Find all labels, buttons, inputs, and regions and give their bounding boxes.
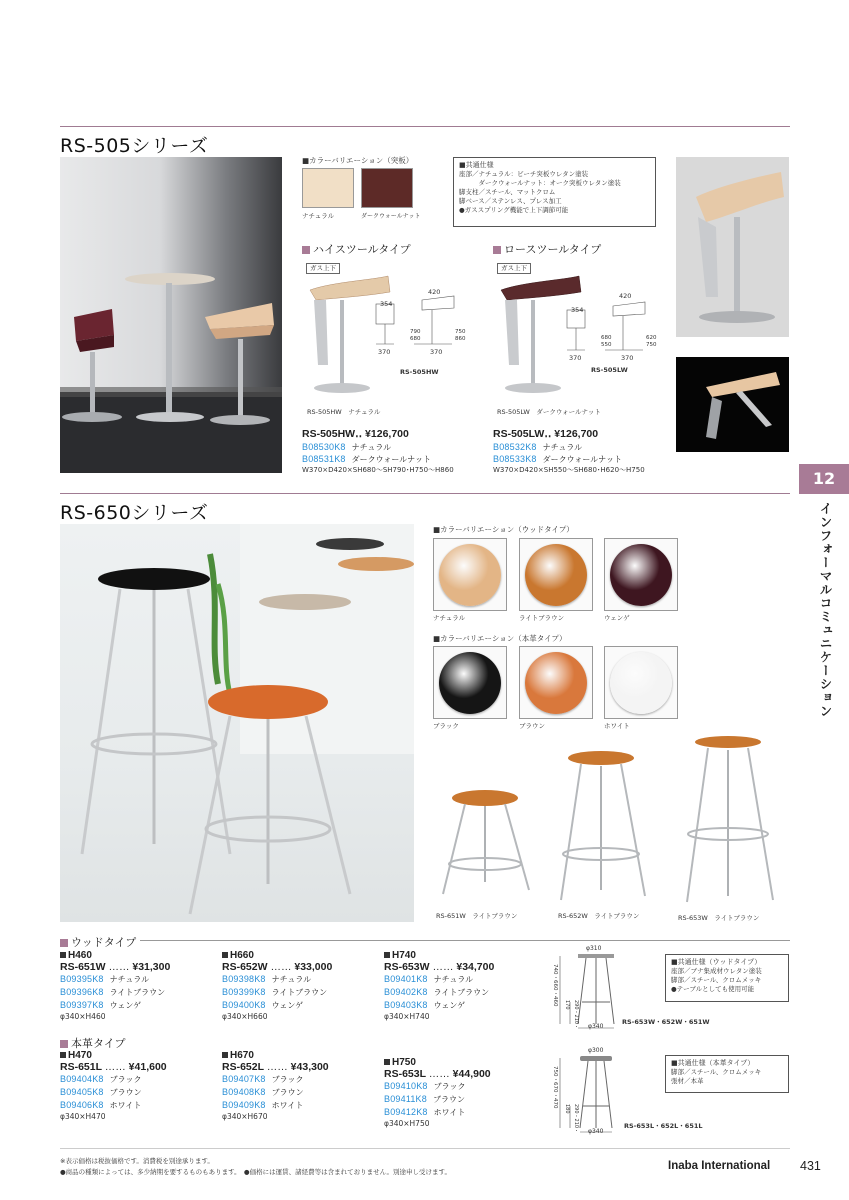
dim-top: φ310 xyxy=(586,945,602,952)
rs650-main-photo xyxy=(60,524,414,922)
swatch-leather-white xyxy=(604,646,678,719)
code-line: B09405K8 ブラウン xyxy=(60,1087,142,1097)
rs505-high-type-title: ハイスツールタイプ xyxy=(302,241,411,257)
dim-h-1: 680 xyxy=(601,335,612,341)
rs505-main-photo xyxy=(60,157,282,473)
wood-group-h460: H460 RS-651W …… ¥31,300 B09395K8 ナチュラル B09396K8 ライトブラウン B09397K8 ウェンゲ φ340×H460 xyxy=(60,950,220,1021)
price-rule xyxy=(60,940,790,941)
spec-line: ダークウォールナット：オーク突板ウレタン塗装 xyxy=(459,179,621,187)
code-line: B09401K8 ナチュラル xyxy=(384,974,474,984)
chapter-label: インフォーマルコミュニケーション xyxy=(818,502,833,718)
chapter-number-tab: 12 xyxy=(799,464,849,494)
dim-heights: 740・660・460 xyxy=(552,964,558,1007)
dim-h-2: 680 xyxy=(410,336,421,342)
footer-rule xyxy=(60,1148,790,1149)
rs505-low-caption: RS-505LW ダークウォールナット xyxy=(497,408,601,416)
rs505-low-type-title: ロースツールタイプ xyxy=(493,241,601,257)
rs505-series-title: RS-505シリーズ xyxy=(60,135,209,157)
rs651w-caption: RS-651W ライトブラウン xyxy=(436,912,518,920)
wood-group-h660: H660 RS-652W …… ¥33,000 B09398K8 ナチュラル B09399K8 ライトブラウン B09400K8 ウェンゲ φ340×H660 xyxy=(222,950,382,1021)
size-line: φ340×H670 xyxy=(222,1112,268,1121)
swatch-wood-natural-label: ナチュラル xyxy=(433,614,466,622)
swatch-leather-white-label: ホワイト xyxy=(604,722,630,730)
footer-note-delivery: ●商品の種類によっては、多少納期を要するものもあります。 ●価格には運賃、諸経費等は含まれておりません。別途申し受けます。 xyxy=(60,1168,451,1176)
rs650-product-stools xyxy=(433,732,789,908)
marker-icon xyxy=(60,952,66,958)
seat-disc xyxy=(610,652,672,714)
code-line: B09397K8 ウェンゲ xyxy=(60,1000,142,1010)
rs505-low-model-line: RS-505LW‥ ¥126,700 xyxy=(493,428,599,440)
wood-drawing-label: RS-653W・652W・651W xyxy=(622,1018,710,1026)
dim-h-4: 860 xyxy=(455,336,466,342)
seat-disc xyxy=(525,544,587,606)
rs505-high-drawing xyxy=(302,270,472,400)
wood-group-h740: H740 RS-653W …… ¥34,700 B09401K8 ナチュラル B09402K8 ライトブラウン B09403K8 ウェンゲ φ340×H740 xyxy=(384,950,544,1021)
dim-h-1: 790 xyxy=(410,329,421,335)
rs505-low-code-2: B08533K8 ダークウォールナット xyxy=(493,454,622,464)
rs505-high-model-line: RS-505HW‥ ¥126,700 xyxy=(302,428,409,440)
code-line: B09408K8 ブラウン xyxy=(222,1087,304,1097)
code-line: B09410K8 ブラック xyxy=(384,1081,466,1091)
section-rule-top xyxy=(60,126,790,127)
size-line: φ340×H470 xyxy=(60,1112,106,1121)
wood-common-spec: ■共通仕様（ウッドタイプ） 座部／ブナ集成材ウレタン塗装 脚部／スチール、クロムメッキ ●テーブルとしても使用可能 xyxy=(665,954,789,1002)
swatch-natural xyxy=(302,168,354,208)
seat-disc xyxy=(610,544,672,606)
model-line: RS-653L …… ¥44,900 xyxy=(384,1068,491,1080)
low-gas-tag: ガス上下 xyxy=(497,263,531,274)
page-number: 431 xyxy=(800,1159,821,1173)
marker-icon xyxy=(60,939,68,947)
leather-group-h670: H670 RS-652L …… ¥43,300 B09407K8 ブラック B09408K8 ブラウン B09409K8 ホワイト φ340×H670 xyxy=(222,1050,382,1121)
code-line: B09396K8 ライトブラウン xyxy=(60,987,166,997)
swatch-leather-brown xyxy=(519,646,593,719)
footer-brand: Inaba International xyxy=(668,1160,771,1172)
code-line: B09399K8 ライトブラウン xyxy=(222,987,328,997)
high-gas-tag: ガス上下 xyxy=(306,263,340,274)
dim-base: φ340 xyxy=(588,1128,604,1135)
seat-disc xyxy=(525,652,587,714)
dim-h-3: 750 xyxy=(455,329,466,335)
seat-disc xyxy=(439,544,501,606)
swatch-leather-brown-label: ブラウン xyxy=(519,722,545,730)
code-line: B09411K8 ブラウン xyxy=(384,1094,465,1104)
rs505-side-photo-bottom xyxy=(676,357,789,452)
rs653w-caption: RS-653W ライトブラウン xyxy=(678,914,760,922)
dim-ring: 290・210・170 xyxy=(564,1000,579,1030)
drawing-label: RS-505LW xyxy=(591,366,628,374)
swatch-leather-black xyxy=(433,646,507,719)
dim-h-2: 550 xyxy=(601,342,612,348)
swatch-leather-black-label: ブラック xyxy=(433,722,459,730)
rs505-low-code-1: B08532K8 ナチュラル xyxy=(493,442,583,452)
seat-disc xyxy=(439,652,501,714)
rs505-high-code-2: B08531K8 ダークウォールナット xyxy=(302,454,431,464)
rs650-leather-variation-label: ■カラーバリエーション（本革タイプ） xyxy=(433,634,567,643)
rs505-low-drawing xyxy=(493,270,663,400)
code-line: B09395K8 ナチュラル xyxy=(60,974,150,984)
code-line: B09404K8 ブラック xyxy=(60,1074,142,1084)
dim-base-a: 370 xyxy=(569,354,582,362)
code-line: B09403K8 ウェンゲ xyxy=(384,1000,466,1010)
marker-icon xyxy=(493,246,501,254)
rs652w-caption: RS-652W ライトブラウン xyxy=(558,912,640,920)
rs650-wood-variation-label: ■カラーバリエーション（ウッドタイプ） xyxy=(433,525,574,534)
model-line: RS-652W …… ¥33,000 xyxy=(222,961,333,973)
rs505-high-size: W370×D420×SH680～SH790･H750～H860 xyxy=(302,466,454,474)
rs505-common-spec xyxy=(453,157,656,227)
size-line: φ340×H460 xyxy=(60,1012,106,1021)
code-line: B09400K8 ウェンゲ xyxy=(222,1000,304,1010)
spec-line: 脚ベース／ステンレス、プレス加工 xyxy=(459,197,562,205)
dim-heights: 750・670・470 xyxy=(552,1066,558,1109)
section-rule-650 xyxy=(60,493,790,494)
dim-base: φ340 xyxy=(588,1023,604,1030)
code-line: B09398K8 ナチュラル xyxy=(222,974,312,984)
model-line: RS-653W …… ¥34,700 xyxy=(384,961,495,973)
model-line: RS-651W …… ¥31,300 xyxy=(60,961,171,973)
dim-base-a: 370 xyxy=(378,348,391,356)
drawing-label: RS-505HW xyxy=(400,368,439,376)
dim-d: 420 xyxy=(428,288,441,296)
swatch-dark-walnut xyxy=(361,168,413,208)
code-line: B09412K8 ホワイト xyxy=(384,1107,466,1117)
swatch-wood-light-brown xyxy=(519,538,593,611)
marker-icon xyxy=(384,1059,390,1065)
leather-drawing-label: RS-653L・652L・651L xyxy=(624,1122,703,1130)
swatch-wood-wenge-label: ウェンゲ xyxy=(604,614,630,622)
dim-ring: 290・210・180 xyxy=(564,1104,579,1134)
leather-type-title: 本革タイプ xyxy=(60,1035,125,1051)
dim-w: 354 xyxy=(571,306,584,314)
marker-icon xyxy=(60,1052,66,1058)
dim-base-b: 370 xyxy=(430,348,443,356)
model-line: RS-651L …… ¥41,600 xyxy=(60,1061,167,1073)
rs505-color-variation-label: ■カラーバリエーション（突板） xyxy=(302,156,414,165)
size-line: φ340×H660 xyxy=(222,1012,268,1021)
swatch-wood-light-brown-label: ライトブラウン xyxy=(519,614,565,622)
rs505-side-photo-top xyxy=(676,157,789,337)
dim-h-3: 620 xyxy=(646,335,657,341)
marker-icon xyxy=(384,952,390,958)
rs505-common-spec-title: ■共通仕様 xyxy=(459,161,494,169)
swatch-wood-natural xyxy=(433,538,507,611)
spec-line: 座部／ナチュラル：ビーチ突板ウレタン塗装 xyxy=(459,170,589,178)
code-line: B09409K8 ホワイト xyxy=(222,1100,304,1110)
size-line: φ340×H750 xyxy=(384,1119,430,1128)
size-line: φ340×H740 xyxy=(384,1012,430,1021)
marker-icon xyxy=(60,1040,68,1048)
swatch-dark-walnut-label: ダークウォールナット xyxy=(361,213,421,220)
leather-group-h750: H750 RS-653L …… ¥44,900 B09410K8 ブラック B09411K8 ブラウン B09412K8 ホワイト φ340×H750 xyxy=(384,1057,544,1128)
code-line: B09402K8 ライトブラウン xyxy=(384,987,490,997)
rs650-series-title: RS-650シリーズ xyxy=(60,502,209,524)
code-line: B09406K8 ホワイト xyxy=(60,1100,142,1110)
swatch-natural-label: ナチュラル xyxy=(302,212,335,220)
rs505-high-code-1: B08530K8 ナチュラル xyxy=(302,442,392,452)
rs505-high-caption: RS-505HW ナチュラル xyxy=(307,408,381,416)
code-line: B09407K8 ブラック xyxy=(222,1074,304,1084)
wood-type-title: ウッドタイプ xyxy=(60,934,140,950)
footer-note-tax: ※表示価格は税抜価格です。消費税を別途承ります。 xyxy=(60,1157,214,1165)
rs505-low-size: W370×D420×SH550～SH680･H620～H750 xyxy=(493,466,645,474)
dim-base-b: 370 xyxy=(621,354,634,362)
dim-w: 354 xyxy=(380,300,393,308)
leather-group-h470: H470 RS-651L …… ¥41,600 B09404K8 ブラック B09405K8 ブラウン B09406K8 ホワイト φ340×H470 xyxy=(60,1050,220,1121)
leather-common-spec: ■共通仕様（本革タイプ） 脚部／スチール、クロムメッキ 張材／本革 xyxy=(665,1055,789,1093)
dim-top: φ300 xyxy=(588,1047,604,1054)
spec-line: 脚支柱／スチール、マットクロム xyxy=(459,188,556,196)
swatch-wood-wenge xyxy=(604,538,678,611)
dim-h-4: 750 xyxy=(646,342,657,348)
marker-icon xyxy=(302,246,310,254)
marker-icon xyxy=(222,952,228,958)
marker-icon xyxy=(222,1052,228,1058)
spec-line: ●ガススプリング機能で上下調節可能 xyxy=(459,206,569,214)
dim-d: 420 xyxy=(619,292,632,300)
model-line: RS-652L …… ¥43,300 xyxy=(222,1061,329,1073)
